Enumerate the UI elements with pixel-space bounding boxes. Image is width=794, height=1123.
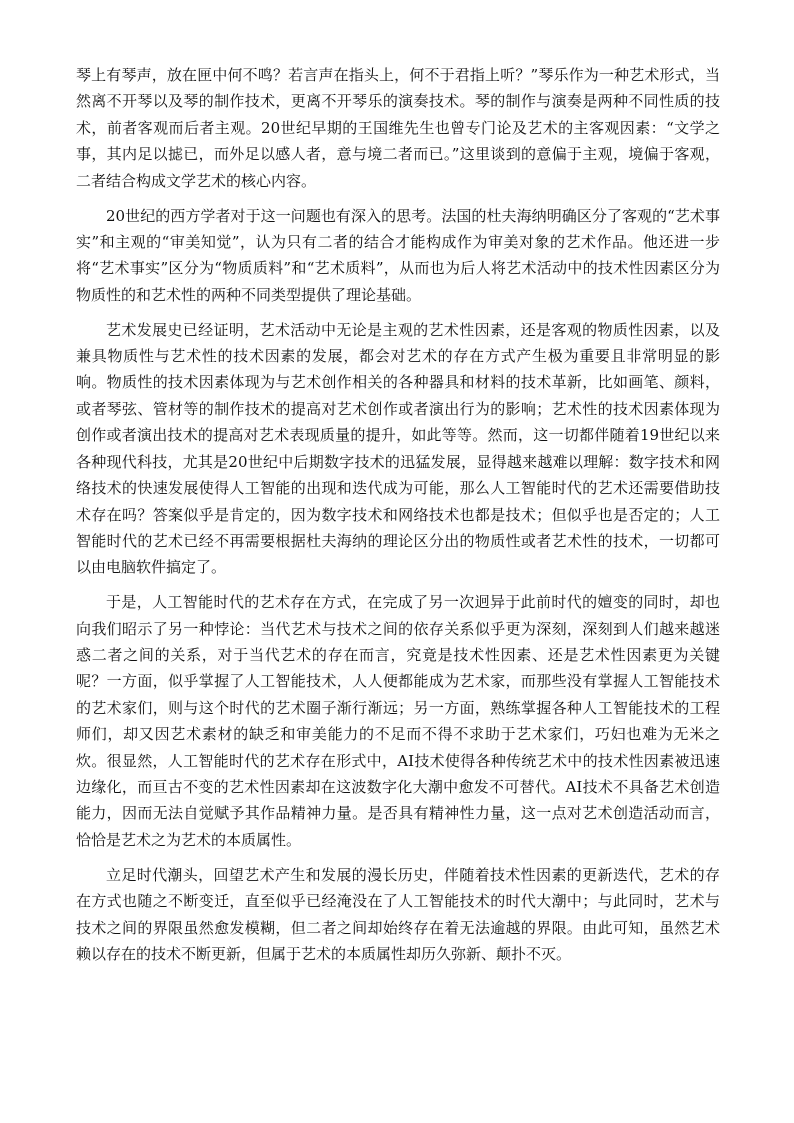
- paragraph-4: 于是，人工智能时代的艺术存在方式，在完成了另一次迥异于此前时代的嬗变的同时，却也向我们昭示了另一种悖论：当代艺术与技术之间的依存关系似乎更为深刻，深刻到人们越来越迷惑二者之间的关系，对于当代艺术的存在而言，究竟是技术性因素、还是艺术性因素更为关键呢？一方面，似乎掌握了人工智能技术，人人便都能成为艺术家，而那些没有掌握人工智能技术的艺术家们，则与这个时代的艺术圈子渐行渐远；另一方面，熟练掌握各种人工智能技术的工程师们，却又因艺术素材的缺乏和审美能力的不足而不得不求助于艺术家们，巧妇也难为无米之炊。很显然，人工智能时代的艺术存在形式中，AI技术使得各种传统艺术中的技术性因素被迅速边缘化，而亘古不变的艺术性因素却在这波数字化大潮中愈发不可替代。AI技术不具备艺术创造能力，因而无法自觉赋予其作品精神力量。是否具有精神性力量，这一点对艺术创造活动而言，恰恰是艺术之为艺术的本质属性。: [76, 593, 720, 849]
- paragraph-1: 琴上有琴声，放在匣中何不鸣？若言声在指头上，何不于君指上听？”琴乐作为一种艺术形式，当然离不开琴以及琴的制作技术，更离不开琴乐的演奏技术。琴的制作与演奏是两种不同性质的技术，前者客观而后者主观。20世纪早期的王国维先生也曾专门论及艺术的主客观因素：“文学之事，其内足以摅已，而外足以感人者，意与境二者而已。”这里谈到的意偏于主观，境偏于客观，二者结合构成文学艺术的核心内容。: [76, 66, 720, 190]
- paragraph-2: 20世纪的西方学者对于这一问题也有深入的思考。法国的杜夫海纳明确区分了客观的“艺术事实”和主观的“审美知觉”，认为只有二者的结合才能构成作为审美对象的艺术作品。他还进一步将“艺术事实”区分为“物质质料”和“艺术质料”，从而也为后人将艺术活动中的技术性因素区分为物质性的和艺术性的两种不同类型提供了理论基础。: [76, 206, 720, 304]
- paragraph-5: 立足时代潮头，回望艺术产生和发展的漫长历史，伴随着技术性因素的更新迭代，艺术的存在方式也随之不断变迁，直至似乎已经淹没在了人工智能技术的时代大潮中；与此同时，艺术与技术之间的界限虽然愈发模糊，但二者之间却始终存在着无法逾越的界限。由此可知，虽然艺术赖以存在的技术不断更新，但属于艺术的本质属性却历久弥新、颠扑不灭。: [76, 865, 720, 963]
- document-body: [76, 62, 720, 976]
- paragraph-3: 艺术发展史已经证明，艺术活动中无论是主观的艺术性因素，还是客观的物质性因素，以及兼具物质性与艺术性的技术因素的发展，都会对艺术的存在方式产生极为重要且非常明显的影响。物质性的技术因素体现为与艺术创作相关的各种器具和材料的技术革新，比如画笔、颜料，或者琴弦、管材等的制作技术的提高对艺术创作或者演出行为的影响；艺术性的技术因素体现为创作或者演出技术的提高对艺术表现质量的提升，如此等等。然而，这一切都伴随着19世纪以来各种现代科技，尤其是20世纪中后期数字技术的迅猛发展，显得越来越难以理解：数字技术和网络技术的快速发展使得人工智能的出现和迭代成为可能，那么人工智能时代的艺术还需要借助技术存在吗？答案似乎是肯定的，因为数字技术和网络技术也都是技术；但似乎也是否定的；人工智能时代的艺术已经不再需要根据杜夫海纳的理论区分出的物质性或者艺术性的技术，一切都可以由电脑软件搞定了。: [76, 320, 720, 577]
